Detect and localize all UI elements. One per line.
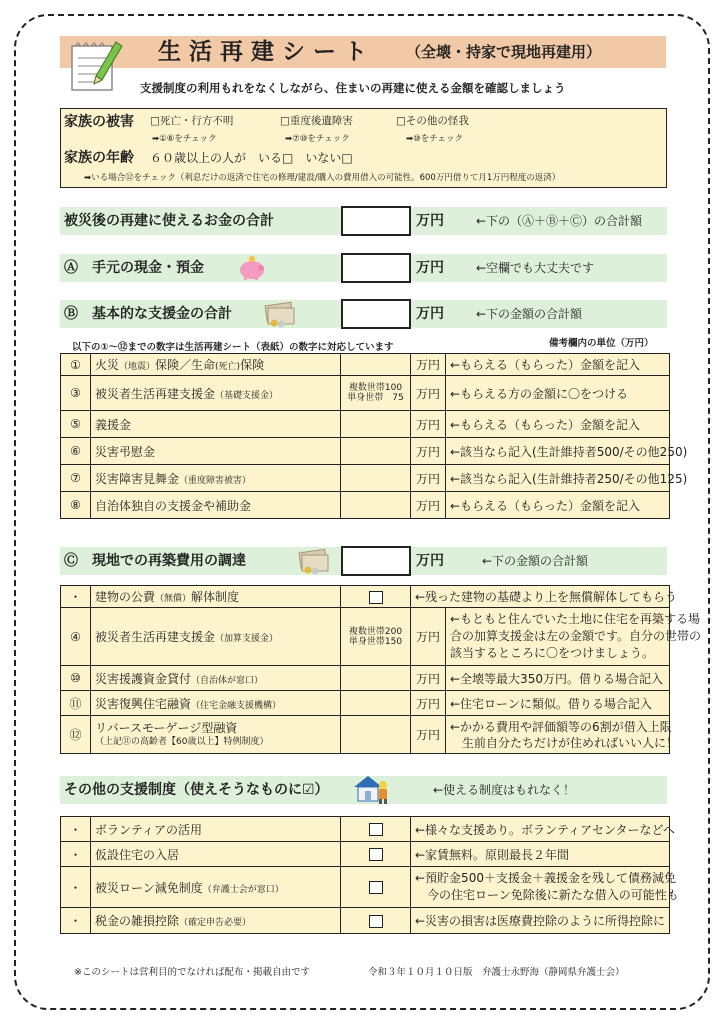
table-row	[61, 376, 670, 411]
footer-right: 令和３年１０月１０日版 弁護士永野海（静岡県弁護士会）	[368, 967, 625, 978]
damage-option-disability[interactable]: □重度後遺障害	[280, 115, 353, 127]
row-note: ←該当なら記入(生計維持者500/その他250)	[446, 438, 670, 465]
amount-field[interactable]	[341, 465, 411, 492]
section-a-amount-field[interactable]	[341, 253, 411, 283]
amount-field[interactable]	[341, 354, 411, 376]
damage-note-2: ➡⑦⑩をチェック	[285, 134, 350, 144]
table-row	[61, 608, 670, 666]
row-number: ⑫	[61, 716, 91, 754]
row-unit: 万円	[411, 666, 446, 691]
money-icon	[296, 547, 332, 575]
row-unit: 万円	[411, 465, 446, 492]
table-row	[61, 666, 670, 691]
other-note: ←使える制度はもれなく！	[433, 783, 576, 797]
checkbox-cell[interactable]	[341, 586, 411, 608]
table-row	[61, 867, 670, 908]
checkbox[interactable]	[369, 915, 383, 928]
family-age-text[interactable]: ６０歳以上の人が いる□ いない□	[150, 151, 353, 165]
row-note: ←もらえる（もらった）金額を記入	[446, 492, 670, 519]
row-note: ←もらえる（もらった）金額を記入	[446, 354, 670, 376]
page-title: 生活再建シート	[158, 39, 375, 65]
row-unit: 万円	[411, 376, 446, 411]
row-note: ←該当なら記入(生計維持者250/その他125)	[446, 465, 670, 492]
row-unit: 万円	[411, 716, 446, 754]
notepad-pencil-icon	[66, 36, 124, 94]
row-number: ⑥	[61, 438, 91, 465]
family-age-note: ➡いる場合⑫をチェック（利息だけの返済で住宅の修理/建設/購入の費用借入の可能性。600万円借りて月1万円程度の返済）	[84, 173, 561, 183]
row-unit: 万円	[411, 438, 446, 465]
page-subtitle: 支援制度の利用もれをなくしながら、住まいの再建に使える金額を確認しましょう	[140, 81, 566, 95]
row-label: 仮設住宅の入居	[91, 842, 341, 867]
table-row	[61, 586, 670, 608]
row-label: 被災者生活再建支援金（基礎支援金）	[91, 376, 341, 411]
table-row	[61, 691, 670, 716]
row-number: ④	[61, 608, 91, 666]
amount-field[interactable]	[341, 716, 411, 754]
row-unit: 万円	[411, 691, 446, 716]
row-note: ←家賃無料。原則最長２年間	[411, 842, 670, 867]
amount-field[interactable]	[341, 438, 411, 465]
row-note: ←全壊等最大350万円。借りる場合記入	[446, 666, 670, 691]
section-b-table	[60, 353, 688, 519]
section-a-label: Ⓐ 手元の現金・預金	[64, 260, 204, 276]
damage-note-1: ➡①⑥をチェック	[152, 134, 217, 144]
section-c-label: Ⓒ 現地での再築費用の調達	[64, 553, 246, 569]
checkbox[interactable]	[369, 823, 383, 836]
row-note: ←もともと住んでいた土地に住宅を再築する場 合の加算支援金は左の金額です。自分の世帯の 該当するところに〇をつけましょう。	[446, 608, 670, 666]
total-amount-field[interactable]	[341, 206, 411, 236]
row-label: 建物の公費（無償）解体制度	[91, 586, 341, 608]
row-label: 税金の雑損控除（確定申告必要）	[91, 908, 341, 934]
family-age-label: 家族の年齢	[64, 150, 134, 166]
section-b-label: Ⓑ 基本的な支援金の合計	[64, 306, 232, 322]
other-table	[60, 816, 679, 934]
section-b-note: ←下の金額の合計額	[476, 307, 583, 321]
row-label: 災害復興住宅融資（住宅金融支援機構）	[91, 691, 341, 716]
family-damage-label: 家族の被害	[64, 114, 134, 130]
row-label: 災害弔慰金	[91, 438, 341, 465]
table-row	[61, 438, 670, 465]
table-row	[61, 465, 670, 492]
row-note: ←様々な支援あり。ボランティアセンターなどへ	[411, 817, 670, 842]
checkbox-cell[interactable]	[341, 867, 411, 908]
section-b-subnote: 以下の①～⑫までの数字は生活再建シート（表紙）の数字に対応しています	[72, 342, 394, 353]
row-label: 災害障害見舞金（重度障害被害）	[91, 465, 341, 492]
row-label: 義援金	[91, 411, 341, 438]
row-unit: 万円	[411, 354, 446, 376]
table-row	[61, 716, 670, 754]
checkbox-cell[interactable]	[341, 817, 411, 842]
row-number: ⑩	[61, 666, 91, 691]
row-label: 自治体独自の支援金や補助金	[91, 492, 341, 519]
section-c-note: ←下の金額の合計額	[482, 554, 589, 568]
total-label: 被災後の再建に使えるお金の合計	[64, 213, 274, 229]
section-c-amount-field[interactable]	[341, 546, 411, 576]
table-row	[61, 842, 670, 867]
row-number: ・	[61, 842, 91, 867]
row-unit: 万円	[411, 492, 446, 519]
checkbox[interactable]	[369, 848, 383, 861]
row-label: 被災者生活再建支援金（加算支援金）	[91, 608, 341, 666]
amount-field[interactable]	[341, 691, 411, 716]
section-a-note: ←空欄でも大丈夫です	[476, 261, 595, 275]
row-label: 火災（地震）保険／生命(死亡)保険	[91, 354, 341, 376]
table-row	[61, 817, 670, 842]
row-label: リバースモーゲージ型融資 （上記⑪の高齢者【60歳以上】特例制度）	[91, 716, 341, 754]
amount-field[interactable]	[341, 411, 411, 438]
row-note: ←残った建物の基礎より上を無償解体してもらう	[411, 586, 670, 608]
amount-options[interactable]: 複数世帯200 単身世帯150	[341, 608, 411, 666]
row-number: ⑦	[61, 465, 91, 492]
section-b-unit: 万円	[416, 306, 444, 322]
checkbox[interactable]	[369, 591, 383, 604]
row-number: ⑪	[61, 691, 91, 716]
row-label: 災害援護資金貸付（自治体が窓口）	[91, 666, 341, 691]
section-c-table	[60, 585, 702, 754]
row-number: ⑧	[61, 492, 91, 519]
money-icon	[262, 300, 298, 328]
table-row	[61, 492, 670, 519]
row-number: ・	[61, 908, 91, 934]
damage-option-death[interactable]: □死亡・行方不明	[150, 115, 234, 127]
row-label: ボランティアの活用	[91, 817, 341, 842]
row-note: ←もらえる方の金額に〇をつける	[446, 376, 670, 411]
row-number: ①	[61, 354, 91, 376]
piggy-bank-icon	[237, 255, 267, 281]
row-label: 被災ローン減免制度（弁護士会が窓口）	[91, 867, 341, 908]
total-note: ←下の（Ⓐ＋Ⓑ＋Ⓒ）の合計額	[476, 214, 643, 228]
row-number: ・	[61, 817, 91, 842]
other-label: その他の支援制度（使えそうなものに☑）	[64, 782, 329, 798]
table-row	[61, 411, 670, 438]
row-note: ←災害の損害は医療費控除のように所得控除に	[411, 908, 670, 934]
row-note: ←かかる費用や評価額等の6割が借入上限 生前自分たちだけが住めればいい人に！	[446, 716, 670, 754]
checkbox-cell[interactable]	[341, 842, 411, 867]
damage-note-3: ➡⑩をチェック	[406, 134, 463, 144]
table-row	[61, 908, 670, 934]
footer-left: ※このシートは営利目的でなければ配布・掲載自由です	[74, 967, 310, 978]
damage-option-injury[interactable]: □その他の怪我	[396, 115, 469, 127]
row-unit: 万円	[411, 411, 446, 438]
row-note: ←住宅ローンに類似。借りる場合記入	[446, 691, 670, 716]
checkbox-cell[interactable]	[341, 908, 411, 934]
section-a-unit: 万円	[416, 260, 444, 276]
table-row	[61, 354, 670, 376]
total-unit: 万円	[416, 213, 444, 229]
row-note: ←預貯金500＋支援金＋義援金を残して債務減免 今の住宅ローン免除後に新たな借入の可能性も	[411, 867, 670, 908]
house-worker-icon	[352, 773, 392, 805]
row-note: ←もらえる（もらった）金額を記入	[446, 411, 670, 438]
section-b-amount-field[interactable]	[341, 299, 411, 329]
amount-options[interactable]: 複数世帯100 単身世帯 75	[341, 376, 411, 411]
section-c-unit: 万円	[416, 553, 444, 569]
page-title-sub: （全壊・持家で現地再建用）	[406, 43, 602, 61]
checkbox[interactable]	[369, 881, 383, 894]
row-number: ③	[61, 376, 91, 411]
amount-field[interactable]	[341, 666, 411, 691]
row-number: ・	[61, 586, 91, 608]
row-number: ⑤	[61, 411, 91, 438]
row-number: ・	[61, 867, 91, 908]
section-b-unit-note: 備考欄内の単位（万円）	[549, 338, 654, 349]
row-unit: 万円	[411, 608, 446, 666]
amount-field[interactable]	[341, 492, 411, 519]
